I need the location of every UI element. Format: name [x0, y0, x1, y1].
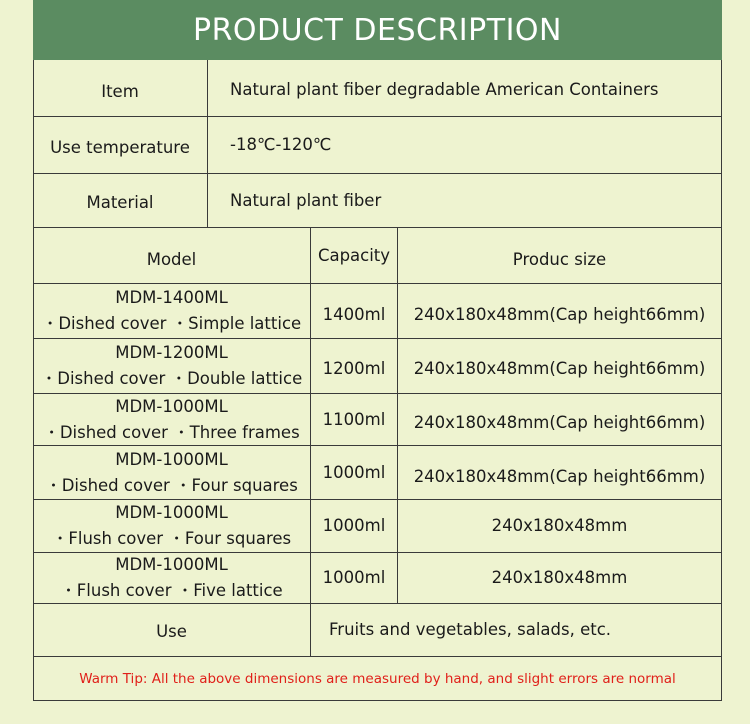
row-divider [33, 656, 722, 657]
use-label: Use [156, 622, 187, 642]
table-row-capacity: 1400ml [322, 305, 386, 325]
table-row-model [33, 394, 310, 445]
model-variant: ・Flush cover ・Five lattice [60, 581, 283, 600]
model-variant: ・Dished cover ・Four squares [45, 475, 298, 495]
material-value: Natural plant fiber [230, 190, 382, 210]
table-row-capacity: 1100ml [322, 409, 386, 429]
table-row-size: 240x180x48mm [491, 516, 628, 536]
model-number: MDM-1200ML [115, 343, 228, 363]
table-row-size: 240x180x48mm(Cap height66mm) [413, 305, 706, 325]
table-row-model [33, 500, 310, 552]
table-row-model [33, 339, 310, 393]
table-row-size: 240x180x48mm(Cap height66mm) [413, 412, 706, 432]
table-row-size: 240x180x48mm [491, 568, 628, 588]
model-number: MDM-1400ML [115, 288, 228, 308]
page-title: PRODUCT DESCRIPTION [193, 12, 562, 48]
page-title-banner [33, 0, 722, 60]
use-value: Fruits and vegetables, salads, etc. [329, 620, 612, 640]
table-row-model [33, 446, 310, 499]
model-number: MDM-1000ML [115, 555, 228, 575]
table-border-right [721, 60, 722, 701]
table-row-size: 240x180x48mm(Cap height66mm) [413, 466, 706, 486]
model-variant: ・Dished cover ・Simple lattice [41, 314, 302, 333]
table-row-size: 240x180x48mm(Cap height66mm) [413, 359, 706, 379]
table-row-capacity: 1000ml [322, 568, 386, 588]
table-row-model [33, 553, 310, 603]
model-column-header: Model [146, 249, 197, 269]
table-row-capacity: 1200ml [322, 359, 386, 379]
model-number: MDM-1000ML [115, 503, 228, 523]
use-temperature-label: Use temperature [50, 138, 190, 158]
table-border-bottom [33, 700, 722, 701]
item-label: Item [101, 82, 139, 102]
capacity-column-header: Capacity [317, 245, 391, 265]
model-variant: ・Flush cover ・Four squares [51, 529, 292, 548]
model-number: MDM-1000ML [115, 449, 228, 469]
material-label: Material [86, 192, 154, 212]
table-row-capacity: 1000ml [322, 516, 386, 536]
size-column-header: Produc size [512, 249, 607, 269]
warm-tip: Warm Tip: All the above dimensions are measured by hand, and slight errors are normal [79, 671, 676, 687]
use-temperature-value: -18℃-120℃ [230, 135, 332, 155]
table-row-capacity: 1000ml [322, 462, 386, 482]
table-row-model [33, 284, 310, 338]
model-number: MDM-1000ML [115, 396, 228, 416]
item-value: Natural plant fiber degradable American Containers [230, 80, 659, 100]
model-variant: ・Dished cover ・Three frames [43, 422, 300, 442]
model-variant: ・Dished cover ・Double lattice [40, 369, 303, 388]
